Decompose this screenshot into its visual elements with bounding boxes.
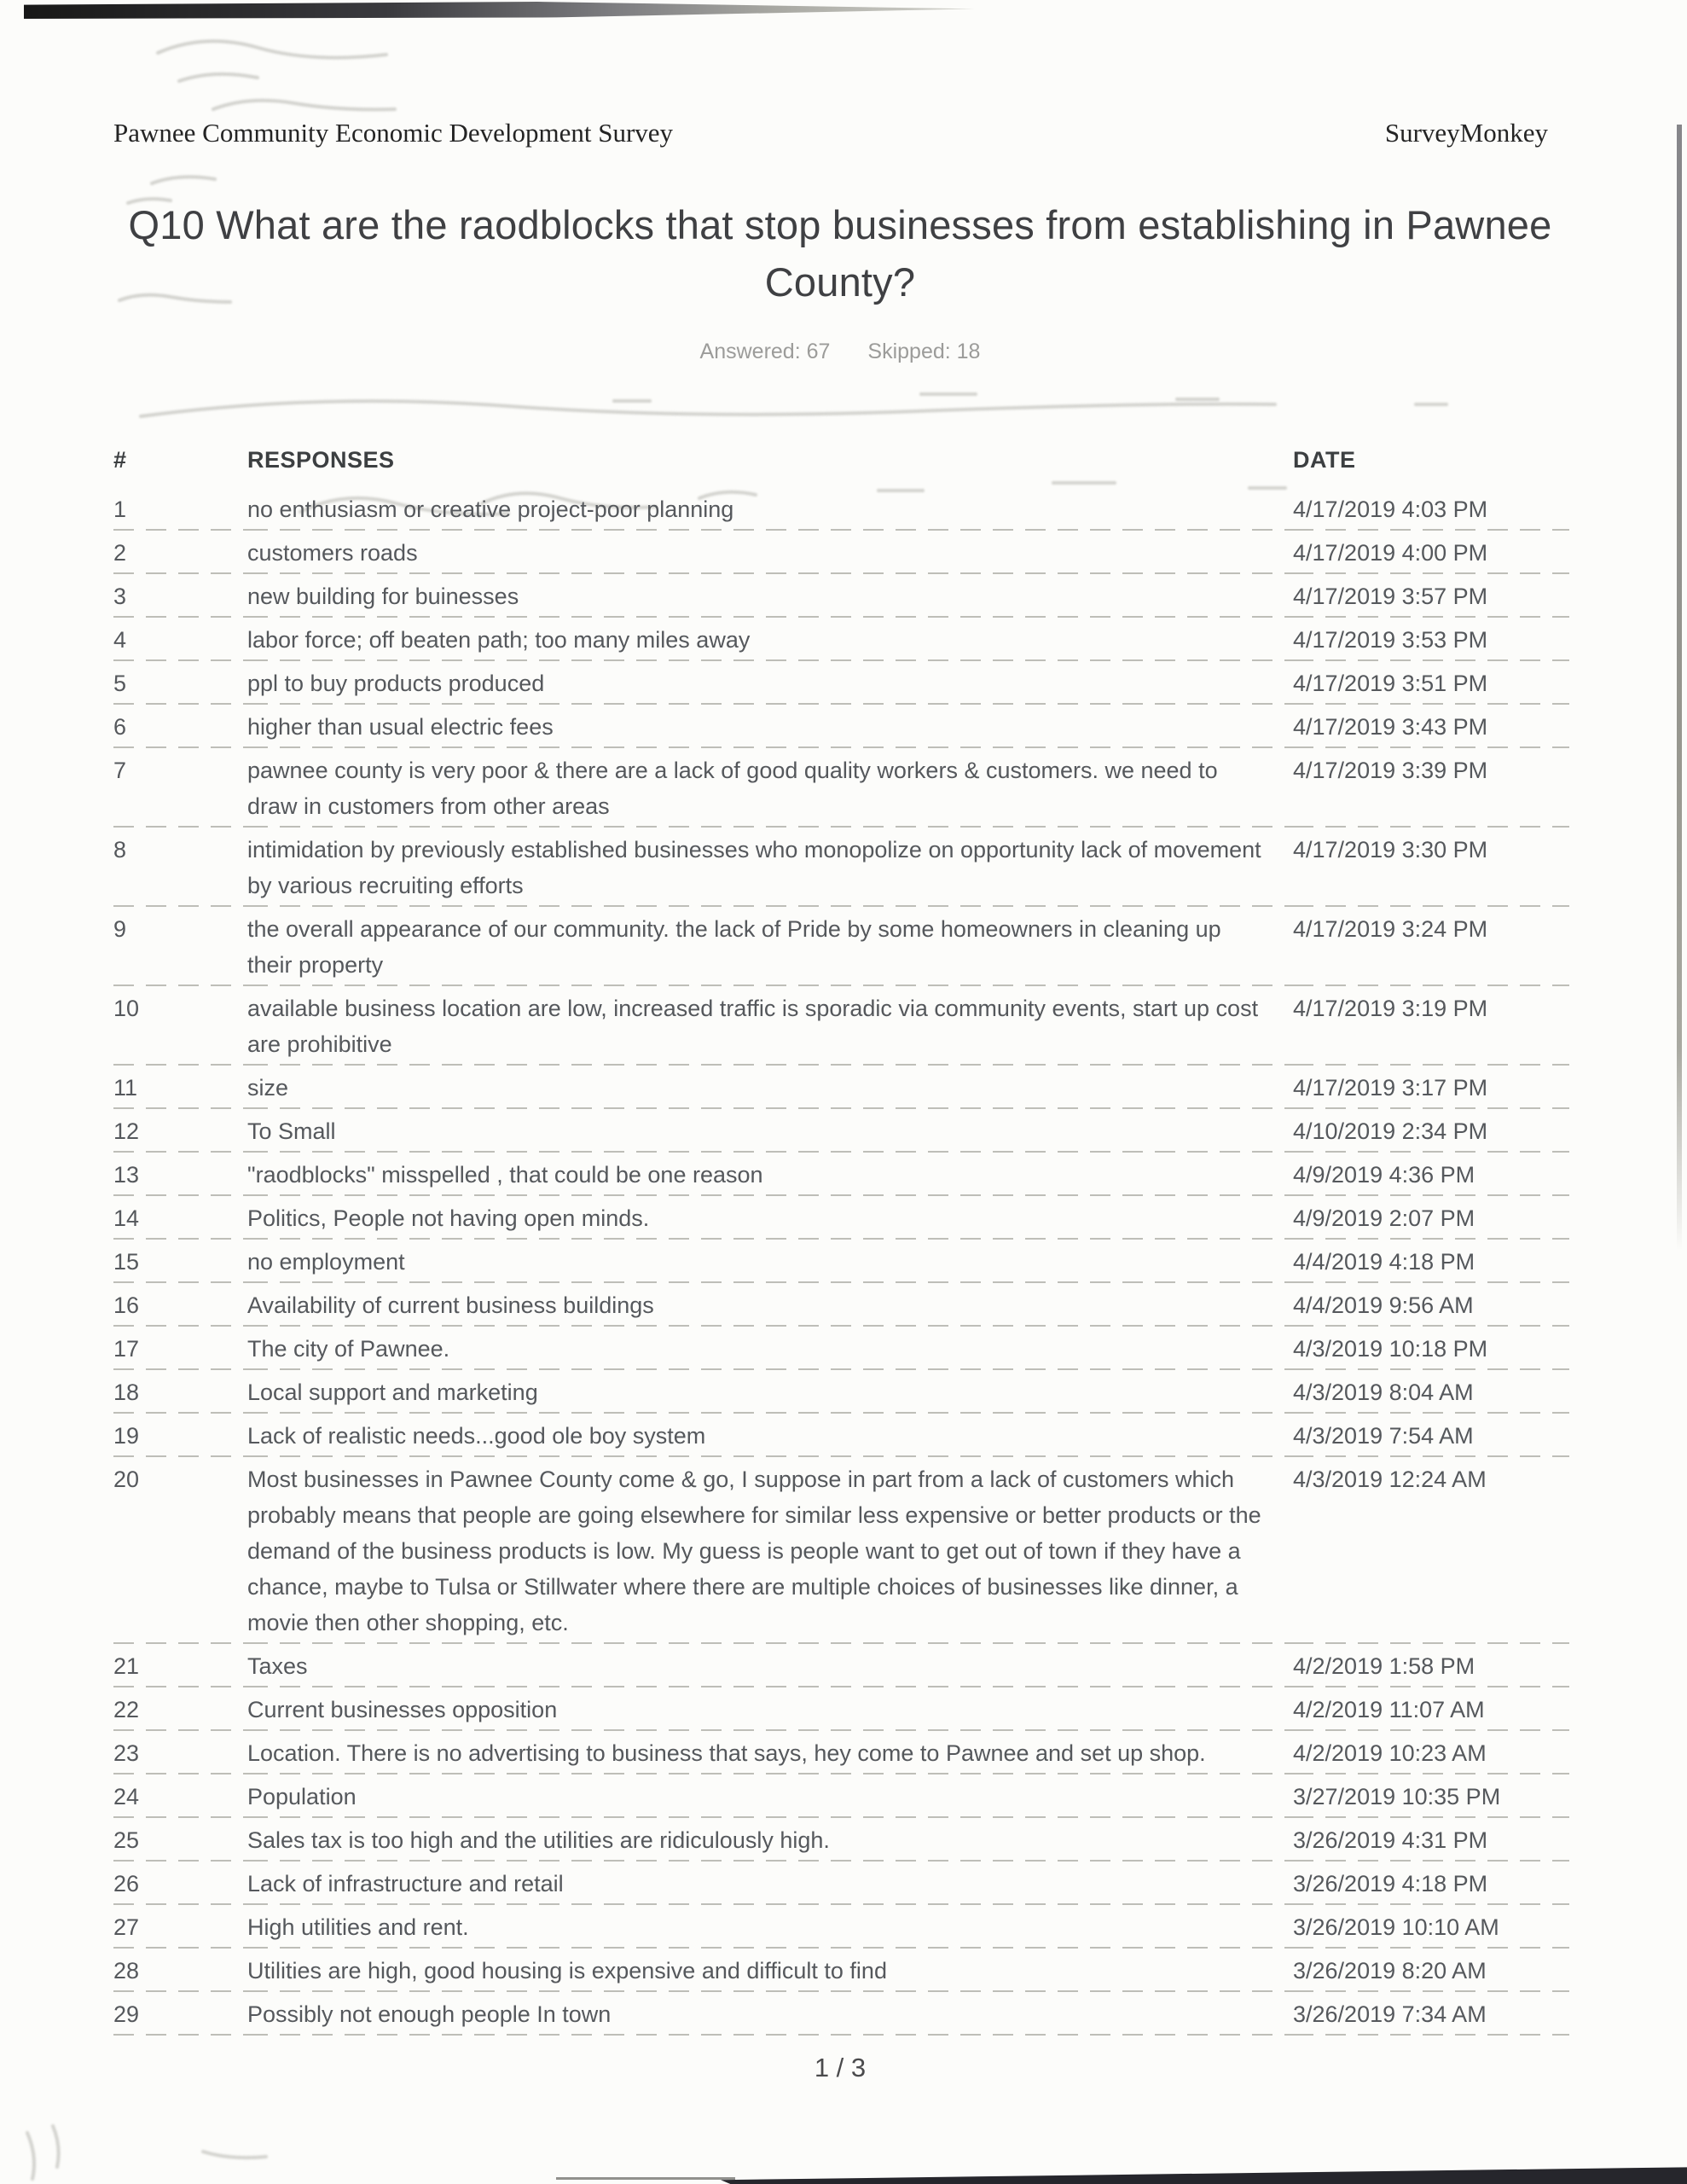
table-row [113,907,1569,986]
table-row [113,1327,1569,1370]
row-number: 6 [113,705,247,748]
table-row [113,1644,1569,1687]
table-row [113,1414,1569,1457]
table-row [113,1283,1569,1327]
table-row [113,1066,1569,1109]
table-row [113,705,1569,748]
date-cell: 4/17/2019 4:00 PM [1293,531,1569,574]
table-row [113,748,1569,828]
brand-name: SurveyMonkey [1384,118,1548,148]
date-cell: 4/9/2019 4:36 PM [1293,1153,1569,1196]
row-number: 24 [113,1774,247,1818]
date-cell: 4/17/2019 3:57 PM [1293,574,1569,618]
date-cell: 4/17/2019 4:03 PM [1293,487,1569,531]
column-header-number: # [113,447,127,473]
row-number: 29 [113,1992,247,2036]
table-row [113,1240,1569,1283]
table-row [113,1862,1569,1905]
response-cell: Lack of infrastructure and retail [247,1862,1293,1905]
row-number: 1 [113,487,247,531]
table-row [113,1687,1569,1731]
bottom-scan-artifact [721,2164,1687,2184]
row-number: 4 [113,618,247,661]
row-number: 3 [113,574,247,618]
response-stats [113,340,1567,364]
row-number: 16 [113,1283,247,1327]
table-row [113,1818,1569,1862]
row-number: 20 [113,1457,247,1644]
table-header-row [113,440,1569,487]
table-row [113,1196,1569,1240]
bottom-scan-artifact-tail [556,2177,735,2180]
question-title: Q10 What are the raodblocks that stop businesses from establishing in Pawnee County? [128,202,1552,305]
table-row [113,487,1569,531]
response-cell: "raodblocks" misspelled , that could be one reason [247,1153,1293,1196]
row-number: 5 [113,661,247,705]
row-number: 13 [113,1153,247,1196]
date-cell: 4/9/2019 2:07 PM [1293,1196,1569,1240]
row-number: 25 [113,1818,247,1862]
response-cell: To Small [247,1109,1293,1153]
date-cell: 3/26/2019 4:31 PM [1293,1818,1569,1862]
date-cell: 4/17/2019 3:24 PM [1293,907,1569,986]
date-cell: 4/2/2019 1:58 PM [1293,1644,1569,1687]
response-cell: Population [247,1774,1293,1818]
response-cell: new building for buinesses [247,574,1293,618]
response-cell: no enthusiasm or creative project-poor planning [247,487,1293,531]
date-cell: 4/17/2019 3:19 PM [1293,986,1569,1066]
survey-name: Pawnee Community Economic Development Survey [113,118,674,148]
response-cell: The city of Pawnee. [247,1327,1293,1370]
response-cell: Sales tax is too high and the utilities are ridiculously high. [247,1818,1293,1862]
response-cell: Availability of current business buildings [247,1283,1293,1327]
responses-table [113,440,1569,2036]
table-row [113,574,1569,618]
response-cell: Possibly not enough people In town [247,1992,1293,2036]
row-number: 9 [113,907,247,986]
date-cell: 3/26/2019 8:20 AM [1293,1949,1569,1992]
date-cell: 3/26/2019 7:34 AM [1293,1992,1569,2036]
row-number: 28 [113,1949,247,1992]
date-cell: 3/27/2019 10:35 PM [1293,1774,1569,1818]
response-cell: pawnee county is very poor & there are a lack of good quality workers & customers. we need to draw in customers from other areas [247,748,1293,828]
date-cell: 3/26/2019 4:18 PM [1293,1862,1569,1905]
table-row [113,1109,1569,1153]
response-cell: the overall appearance of our community. the lack of Pride by some homeowners in cleaning up their property [247,907,1293,986]
row-number: 11 [113,1066,247,1109]
date-cell: 4/3/2019 7:54 AM [1293,1414,1569,1457]
response-cell: Most businesses in Pawnee County come & go, I suppose in part from a lack of customers which probably means that people are going elsewhere for similar less expensive or better products or the demand of the business products is low. My guess is people want to get out of town if they have a chance, maybe to Tulsa or Stillwater where there are multiple choices of businesses like dinner, a movie then other shopping, etc. [247,1457,1293,1644]
response-cell: High utilities and rent. [247,1905,1293,1949]
date-cell: 4/3/2019 10:18 PM [1293,1327,1569,1370]
table-row [113,531,1569,574]
row-number: 14 [113,1196,247,1240]
row-number: 8 [113,828,247,907]
date-cell: 4/3/2019 8:04 AM [1293,1370,1569,1414]
responses-table-body [113,487,1569,2036]
response-cell: Politics, People not having open minds. [247,1196,1293,1240]
table-row [113,1992,1569,2036]
table-row [113,1370,1569,1414]
column-header-date: DATE [1293,447,1356,473]
response-cell: Current businesses opposition [247,1687,1293,1731]
response-cell: size [247,1066,1293,1109]
response-cell: intimidation by previously established businesses who monopolize on opportunity lack of movement by various recruiting efforts [247,828,1293,907]
table-row [113,828,1569,907]
date-cell: 4/10/2019 2:34 PM [1293,1109,1569,1153]
row-number: 2 [113,531,247,574]
table-row [113,1457,1569,1644]
table-row [113,1774,1569,1818]
date-cell: 4/4/2019 4:18 PM [1293,1240,1569,1283]
response-cell: ppl to buy products produced [247,661,1293,705]
response-cell: Taxes [247,1644,1293,1687]
top-scan-artifact [24,2,975,19]
row-number: 26 [113,1862,247,1905]
row-number: 18 [113,1370,247,1414]
response-cell: labor force; off beaten path; too many miles away [247,618,1293,661]
response-cell: Location. There is no advertising to business that says, hey come to Pawnee and set up shop. [247,1731,1293,1774]
date-cell: 4/4/2019 9:56 AM [1293,1283,1569,1327]
right-edge-scan-line [1677,125,1682,1251]
table-row [113,618,1569,661]
row-number: 17 [113,1327,247,1370]
row-number: 7 [113,748,247,828]
table-row [113,1949,1569,1992]
response-cell: higher than usual electric fees [247,705,1293,748]
column-header-responses: RESPONSES [247,447,395,473]
row-number: 15 [113,1240,247,1283]
table-row [113,986,1569,1066]
response-cell: Utilities are high, good housing is expensive and difficult to find [247,1949,1293,1992]
skipped-count: Skipped: 18 [867,340,981,363]
row-number: 19 [113,1414,247,1457]
response-cell: available business location are low, increased traffic is sporadic via community events, start up cost are prohibitive [247,986,1293,1066]
document-header [113,118,1548,148]
date-cell: 3/26/2019 10:10 AM [1293,1905,1569,1949]
row-number: 21 [113,1644,247,1687]
row-number: 22 [113,1687,247,1731]
table-row [113,1905,1569,1949]
table-row [113,1153,1569,1196]
response-cell: Local support and marketing [247,1370,1293,1414]
date-cell: 4/3/2019 12:24 AM [1293,1457,1569,1644]
date-cell: 4/17/2019 3:39 PM [1293,748,1569,828]
date-cell: 4/2/2019 11:07 AM [1293,1687,1569,1731]
date-cell: 4/2/2019 10:23 AM [1293,1731,1569,1774]
row-number: 23 [113,1731,247,1774]
table-row [113,1731,1569,1774]
answered-count: Answered: 67 [699,340,831,363]
response-cell: Lack of realistic needs...good ole boy system [247,1414,1293,1457]
row-number: 12 [113,1109,247,1153]
table-row [113,661,1569,705]
response-cell: customers roads [247,531,1293,574]
date-cell: 4/17/2019 3:43 PM [1293,705,1569,748]
date-cell: 4/17/2019 3:51 PM [1293,661,1569,705]
response-cell: no employment [247,1240,1293,1283]
row-number: 27 [113,1905,247,1949]
row-number: 10 [113,986,247,1066]
date-cell: 4/17/2019 3:30 PM [1293,828,1569,907]
page-indicator: 1 / 3 [814,2053,867,2082]
date-cell: 4/17/2019 3:53 PM [1293,618,1569,661]
date-cell: 4/17/2019 3:17 PM [1293,1066,1569,1109]
